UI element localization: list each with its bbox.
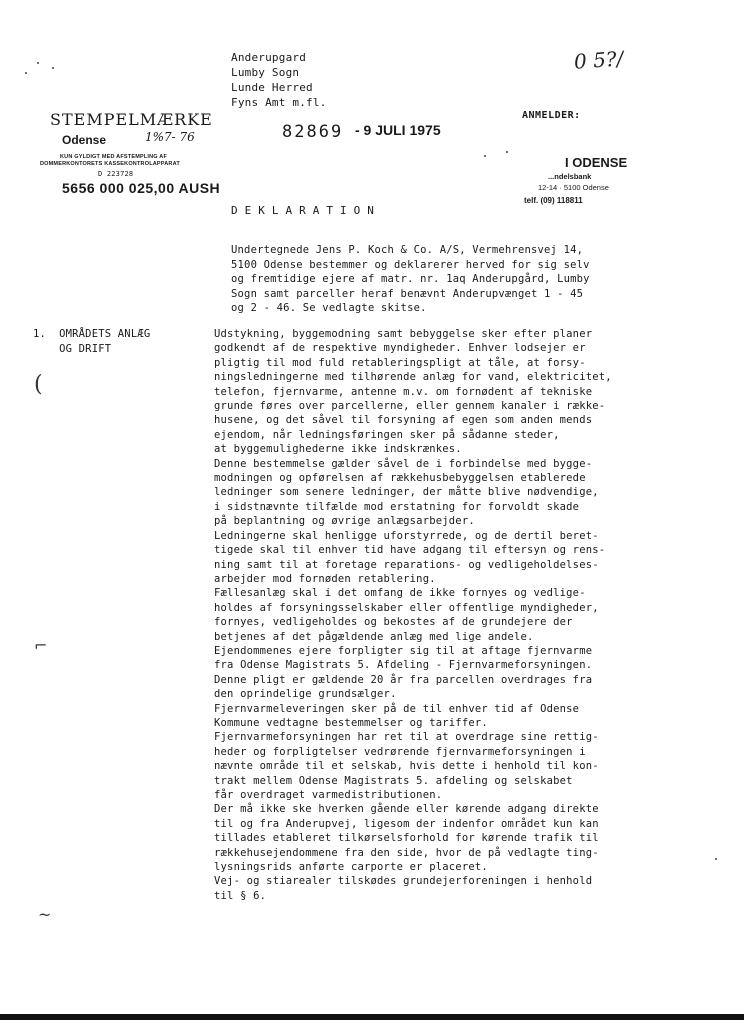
registrant-city: I ODENSE: [565, 155, 628, 170]
text-line: Sogn samt parceller heraf benævnt Anderupvænget 1 - 45: [231, 287, 584, 300]
text-line: grunde føres over parcellerne, eller gennem kanaler i række-: [214, 400, 606, 413]
speck: [25, 72, 27, 74]
margin-mark: ⌐: [34, 636, 48, 655]
text-line: holdes af forsyningsselskaber eller offentlige myndigheder,: [214, 601, 599, 614]
text-line: Fællesanlæg skal i det omfang de ikke fornyes og vedlige-: [214, 587, 586, 600]
intro-paragraph: [231, 243, 590, 316]
text-line: ejendom, når ledningsføringen sker på sådanne steder,: [214, 428, 560, 441]
registrant-phone: telf. (09) 118811: [524, 196, 583, 205]
text-line: Kommune vedtagne bestemmelser og tariffer.: [214, 716, 488, 729]
text-line: fra Odense Magistrats 5. Afdeling - Fjernvarmeforsyningen.: [214, 659, 593, 672]
text-line: tigede skal til enhver tid have adgang til eftersyn og rens-: [214, 544, 606, 557]
margin-mark: ~: [38, 905, 52, 924]
address-line: Lumby Sogn: [231, 66, 300, 79]
stamp-validity-line: KUN GYLDIGT MED AFSTEMPLING AF: [60, 154, 168, 160]
stamp-title: STEMPELMÆRKE: [50, 110, 213, 129]
address-line: Lunde Herred: [231, 81, 313, 94]
text-line: betjenes af det pågældende anlæg med lige andele.: [214, 630, 534, 643]
text-line: heder og forpligtelser vedrørende fjernvarmeforsyningen i: [214, 745, 586, 758]
stamp-handwriting: 1%7- 76: [145, 130, 195, 144]
text-line: godkendt af de respektive myndigheder. Enhver lodsejer er: [214, 342, 586, 355]
text-line: modningen og opførelsen af rækkehusbebyggelsen etablerede: [214, 472, 586, 485]
filing-date-stamp: - 9 JULI 1975: [355, 122, 441, 138]
text-line: ningsledningerne med tilhørende anlæg for vand, elektricitet,: [214, 371, 612, 384]
text-line: i sidstnævnte tilfælde mod erstatning for forvoldt skade: [214, 500, 580, 513]
text-line: Fjernvarmeleveringen sker på de til enhver tid af Odense: [214, 702, 580, 715]
stamp-amount: 5656 000 025,00 AUSH: [62, 180, 221, 196]
text-line: telefon, fjernvarme, antenne m.v. om fornødent af tekniske: [214, 385, 593, 398]
speck: [715, 858, 717, 860]
text-line: Undertegnede Jens P. Koch & Co. A/S, Vermehrensvej 14,: [231, 244, 584, 256]
text-line: Der må ikke ske hverken gående eller kørende adgang direkte: [214, 803, 599, 816]
text-line: Denne pligt er gældende 20 år fra parcellen overdrages fra: [214, 673, 593, 686]
address-line: Anderupgard: [231, 51, 307, 64]
speck: [506, 151, 508, 153]
text-line: OG DRIFT: [33, 343, 112, 355]
section-label: [33, 327, 150, 357]
stamp-validity-line: DOMMERKONTORETS KASSEKONTROLAPPARAT: [40, 161, 180, 167]
text-line: trakt mellem Odense Magistrats 5. afdeling og selskabet: [214, 774, 573, 787]
text-line: Denne bestemmelse gælder såvel de i forbindelse med bygge-: [214, 457, 593, 470]
text-line: pligtig til mod fuld retableringspligt at tåle, at forsy-: [214, 356, 586, 369]
stamp-serial: D 223728: [98, 170, 134, 178]
text-line: 5100 Odense bestemmer og deklarerer herved for sig selv: [231, 258, 590, 271]
text-line: på beplantning og øvrige anlægsarbejder.: [214, 515, 475, 528]
registrant-address: 12-14 · 5100 Odense: [538, 183, 609, 192]
address-line: Fyns Amt m.fl.: [231, 96, 327, 109]
text-line: til § 6.: [214, 889, 267, 902]
speck: [484, 155, 486, 157]
text-line: og 2 - 46. Se vedlagte skitse.: [231, 302, 427, 315]
text-line: Fjernvarmeforsyningen har ret til at overdrage sine rettig-: [214, 731, 599, 744]
filing-number: 82869: [282, 122, 344, 142]
text-line: 1. OMRÅDETS ANLÆG: [33, 328, 151, 340]
text-line: Ledningerne skal henligge uforstyrrede, og de dertil beret-: [214, 529, 599, 542]
registrant-bank: ...ndelsbank: [548, 172, 592, 181]
document-heading: DEKLARATION: [231, 204, 381, 217]
text-line: til og fra Anderupvej, ligesom der indenfor området kun kan: [214, 817, 599, 830]
text-line: Vej- og stiarealer tilskødes grundejerforeningen i henhold: [214, 875, 593, 888]
text-line: nævnte område til et selskab, hvis dette i henhold til kon-: [214, 760, 599, 773]
text-line: og fremtidige ejere af matr. nr. 1aq Anderupgård, Lumby: [231, 273, 590, 286]
speck: [37, 62, 39, 64]
scan-edge: [0, 1014, 744, 1020]
text-line: tillades etableret tilkørselsforhold for kørende trafik til: [214, 832, 599, 845]
margin-mark: (: [34, 372, 43, 397]
text-line: får overdraget varmedistributionen.: [214, 789, 443, 801]
text-line: den oprindelige grundsælger.: [214, 688, 397, 701]
text-line: rækkehusejendommene fra den side, hvor de på vedlagte ting-: [214, 846, 599, 859]
text-line: ning samt til at foretage reparations- og vedligeholdelses-: [214, 558, 599, 571]
text-line: at byggemulighederne ikke indskrænkes.: [214, 443, 462, 456]
text-line: ledninger som senere ledninger, der måtte blive nødvendige,: [214, 486, 599, 499]
speck: [52, 67, 54, 69]
property-address: [231, 50, 327, 110]
text-line: husene, og det såvel til forsyning af egen som anden mends: [214, 414, 593, 427]
text-line: Ejendommenes ejere forpligter sig til at aftage fjernvarme: [214, 644, 593, 657]
handwritten-reference: 0 5?/: [573, 46, 625, 74]
stamp-city: Odense: [62, 133, 107, 147]
text-line: lysningsrids anførte carporte er placeret.: [214, 861, 488, 874]
text-line: fornyes, vedligeholdes og bekostes af de grundejere der: [214, 616, 573, 629]
section-body: [214, 327, 612, 903]
registrant-label: ANMELDER:: [522, 110, 581, 121]
text-line: Udstykning, byggemodning samt bebyggelse sker efter planer: [214, 328, 593, 340]
text-line: arbejder mod fornøden retablering.: [214, 572, 436, 585]
